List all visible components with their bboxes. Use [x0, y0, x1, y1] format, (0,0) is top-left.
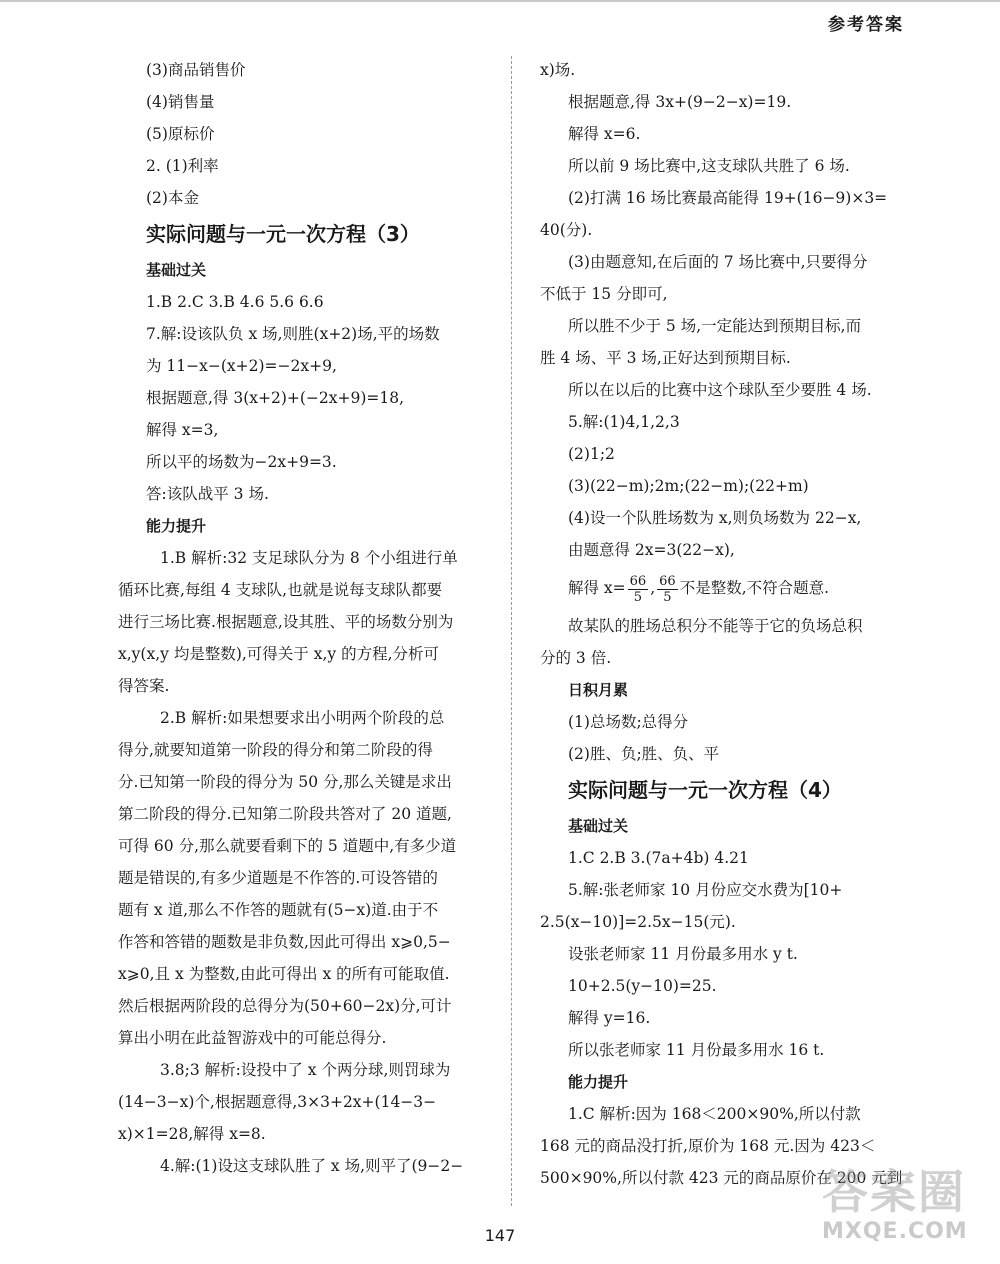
watermark-url: MXQE.COM — [822, 1219, 968, 1244]
text-line: 循环比赛,每组 4 支球队,也就是说每支球队都要 — [118, 581, 443, 599]
text-line: 5.解:(1)4,1,2,3 — [568, 413, 680, 431]
text-line: 4.解:(1)设这支球队胜了 x 场,则平了(9−2− — [160, 1157, 464, 1175]
text-line: 得分,就要知道第一阶段的得分和第二阶段的得 — [118, 741, 433, 759]
fraction — [657, 574, 678, 605]
text-line: x)场. — [540, 61, 576, 79]
page-header-title: 参考答案 — [828, 15, 904, 35]
text-line: 由题意得 2x=3(22−x), — [568, 541, 735, 559]
text-line: 根据题意,得 3(x+2)+(−2x+9)=18, — [146, 389, 405, 407]
watermark-text: 答案圈 — [822, 1165, 966, 1219]
text-line: 所以平的场数为−2x+9=3. — [146, 453, 337, 471]
text-line: 作答和答错的题数是非负数,因此可得出 x⩾0,5− — [118, 933, 451, 951]
text-line: 然后根据两阶段的总得分为(50+60−2x)分,可计 — [118, 997, 452, 1015]
text-line: 分.已知第一阶段的得分为 50 分,那么关键是求出 — [118, 773, 452, 791]
text-span: 解得 x= — [568, 579, 626, 597]
text-line: (3)商品销售价 — [146, 61, 246, 79]
text-line: 解得 x=3, — [146, 421, 219, 439]
text-line: 故某队的胜场总积分不能等于它的负场总积 — [568, 617, 863, 635]
top-rule — [0, 0, 1000, 2]
text-line: 3.8;3 解析:设投中了 x 个两分球,则罚球为 — [160, 1061, 451, 1079]
text-line: 1.B 解析:32 支足球队分为 8 个小组进行单 — [160, 549, 458, 567]
text-line: 2. (1)利率 — [146, 157, 219, 175]
text-line: 1.B 2.C 3.B 4.6 5.6 6.6 — [146, 293, 324, 311]
fraction-denominator: 5 — [663, 589, 672, 605]
text-line: x)×1=28,解得 x=8. — [118, 1125, 266, 1143]
text-line: 设张老师家 11 月份最多用水 y t. — [568, 945, 798, 963]
text-line: 不低于 15 分即可, — [540, 285, 668, 303]
text-line: x,y(x,y 均是整数),可得关于 x,y 的方程,分析可 — [118, 645, 440, 663]
text-line: 进行三场比赛.根据题意,设其胜、平的场数分别为 — [118, 613, 454, 631]
text-line: 所以在以后的比赛中这个球队至少要胜 4 场. — [568, 381, 872, 399]
fraction-denominator: 5 — [633, 589, 643, 605]
text-line: (14−3−x)个,根据题意得,3×3+2x+(14−3− — [118, 1093, 437, 1111]
text-line: 所以前 9 场比赛中,这支球队共胜了 6 场. — [568, 157, 850, 175]
subsection-heading: 基础过关 — [146, 261, 207, 279]
page-number: 147 — [484, 1226, 516, 1245]
text-line: x⩾0,且 x 为整数,由此可得出 x 的所有可能取值. — [118, 965, 450, 983]
subsection-heading: 能力提升 — [146, 517, 207, 535]
text-line: 根据题意,得 3x+(9−2−x)=19. — [568, 93, 792, 111]
text-span: , — [650, 579, 656, 597]
left-column — [118, 54, 483, 1182]
section-title: 实际问题与一元一次方程（3） — [146, 222, 420, 246]
text-line: (2)打满 16 场比赛最高能得 19+(16−9)×3= — [568, 189, 888, 207]
text-line: 为 11−x−(x+2)=−2x+9, — [146, 357, 337, 375]
text-line: 10+2.5(y−10)=25. — [568, 977, 717, 995]
text-line: (1)总场数;总得分 — [568, 713, 689, 731]
text-line: (4)设一个队胜场数为 x,则负场数为 22−x, — [568, 509, 862, 527]
text-line: 解得 y=16. — [568, 1009, 651, 1027]
text-line: 500×90%,所以付款 423 元的商品原价在 200 元到 — [540, 1169, 903, 1187]
text-line: (4)销售量 — [146, 93, 215, 111]
text-line: 得答案. — [118, 677, 170, 695]
text-line: (3)(22−m);2m;(22−m);(22+m) — [568, 477, 809, 495]
text-line: (5)原标价 — [146, 125, 215, 143]
text-line: 分的 3 倍. — [540, 649, 612, 667]
text-line: 1.C 2.B 3.(7a+4b) 4.21 — [568, 849, 749, 867]
text-line: (2)本金 — [146, 189, 199, 207]
right-column — [540, 54, 905, 1194]
text-line: 5.解:张老师家 10 月份应交水费为[10+ — [568, 881, 843, 899]
text-line: 胜 4 场、平 3 场,正好达到预期目标. — [540, 349, 791, 367]
text-line: 第二阶段的得分.已知第二阶段共答对了 20 道题, — [118, 805, 452, 823]
subsection-heading: 能力提升 — [568, 1073, 629, 1091]
text-line: 2.5(x−10)]=2.5x−15(元). — [540, 913, 736, 931]
fraction — [628, 574, 649, 605]
text-line: 所以胜不少于 5 场,一定能达到预期目标,而 — [568, 317, 862, 335]
text-line: 解得 x=6. — [568, 125, 641, 143]
text-line: 7.解:设该队负 x 场,则胜(x+2)场,平的场数 — [146, 325, 440, 343]
text-span: 不是整数,不符合题意. — [679, 579, 830, 597]
section-title: 实际问题与一元一次方程（4） — [568, 778, 842, 802]
text-line: 可得 60 分,那么就要看剩下的 5 道题中,有多少道 — [118, 837, 457, 855]
text-line: (2)1;2 — [568, 445, 615, 463]
text-line: (3)由题意知,在后面的 7 场比赛中,只要得分 — [568, 253, 868, 271]
subsection-heading: 日积月累 — [568, 681, 629, 699]
text-line: 168 元的商品没打折,原价为 168 元.因为 423＜ — [540, 1137, 876, 1155]
fraction-line — [540, 566, 905, 610]
text-line: 40(分). — [540, 221, 593, 239]
text-line: 题有 x 道,那么不作答的题就有(5−x)道.由于不 — [118, 901, 439, 919]
fraction-numerator: 66 — [659, 573, 676, 589]
text-line: 所以张老师家 11 月份最多用水 16 t. — [568, 1041, 825, 1059]
subsection-heading: 基础过关 — [568, 817, 629, 835]
fraction-numerator: 66 — [629, 573, 647, 589]
column-divider — [511, 56, 512, 1206]
text-line: (2)胜、负;胜、负、平 — [568, 745, 720, 763]
text-line: 1.C 解析:因为 168＜200×90%,所以付款 — [568, 1105, 861, 1123]
text-line: 答:该队战平 3 场. — [146, 485, 269, 503]
text-line: 题是错误的,有多少道题是不作答的.可设答错的 — [118, 869, 438, 887]
watermark-logo — [822, 1165, 988, 1253]
text-line: 2.B 解析:如果想要求出小明两个阶段的总 — [160, 709, 445, 727]
text-line: 算出小明在此益智游戏中的可能总得分. — [118, 1029, 387, 1047]
